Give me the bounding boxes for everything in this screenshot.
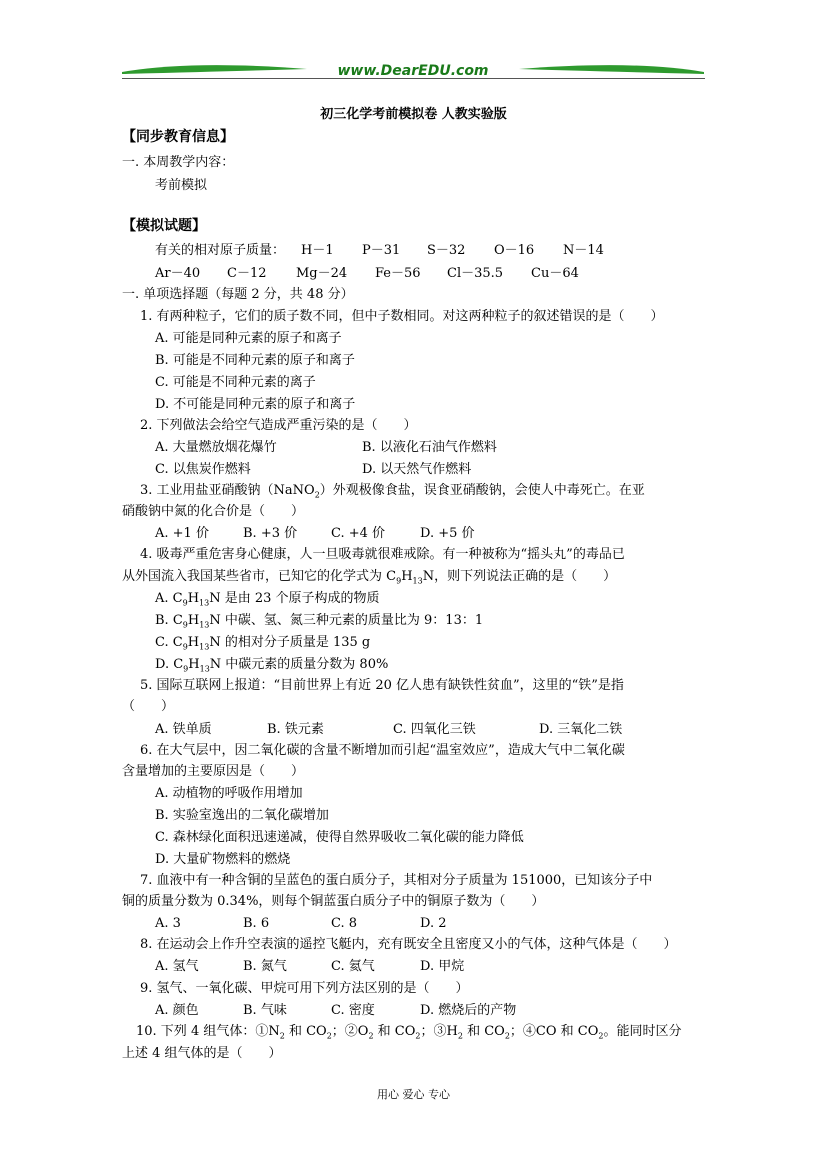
atomic-mass-item: O－16 <box>494 243 535 258</box>
question-7-stem: 7. 血液中有一种含铜的呈蓝色的蛋白质分子，其相对分子质量为 151000，已知该分子中 <box>140 873 653 888</box>
atomic-mass-item: H－1 <box>301 243 334 258</box>
atomic-mass-item: C－12 <box>227 266 267 281</box>
question-9-option-a: A. 颜色 <box>155 1003 199 1018</box>
section-item-text: 考前模拟 <box>155 178 208 193</box>
option-text: N 中碳、氢、氮三种元素的质量比为 9：13：1 <box>209 613 484 628</box>
question-2-stem: 2. 下列做法会给空气造成严重污染的是（ ） <box>140 418 417 433</box>
question-10-stem-part: ；④CO 和 CO <box>509 1024 599 1039</box>
question-10-stem-part: 和 CO <box>284 1024 327 1039</box>
question-6-option-c: C. 森林绿化面积迅速递减，使得自然界吸收二氧化碳的能力降低 <box>155 830 524 845</box>
subscript: 2 <box>598 1031 604 1041</box>
atomic-mass-item: Mg－24 <box>296 266 348 281</box>
subscript: 9 <box>182 620 188 630</box>
question-10-stem-part: 10. 下列 4 组气体：①N <box>136 1024 280 1039</box>
atomic-mass-item: S－32 <box>427 243 466 258</box>
question-2-option-d: D. 以天然气作燃料 <box>362 462 472 477</box>
subscript: 13 <box>412 576 423 586</box>
question-6-option-d: D. 大量矿物燃料的燃烧 <box>155 852 291 867</box>
atomic-mass-item: N－14 <box>563 243 604 258</box>
question-3-option-b: B. +3 价 <box>243 526 298 541</box>
question-7-option-c: C. 8 <box>331 916 358 931</box>
option-prefix: B. C <box>155 613 183 628</box>
subscript: 13 <box>199 620 210 630</box>
section-heading-info: 【同步教育信息】 <box>122 129 234 145</box>
header-rule <box>122 78 705 79</box>
question-6-stem: 6. 在大气层中，因二氧化碳的含量不断增加而引起“温室效应”，造成大气中二氧化碳 <box>140 743 625 758</box>
element-symbol: H <box>187 613 200 628</box>
subscript: 13 <box>199 664 210 674</box>
question-7-option-b: B. 6 <box>243 916 270 931</box>
element-symbol: H <box>187 591 200 606</box>
subscript: 2 <box>415 1031 421 1041</box>
question-3-stem-part: 3. 工业用盐亚硝酸钠（NaNO <box>140 483 315 498</box>
subscript: 2 <box>326 1031 332 1041</box>
site-logo-text: www.DearEDU.com <box>337 63 489 79</box>
atomic-mass-row2 <box>155 266 579 282</box>
question-5-stem-line2: （ ） <box>122 699 175 714</box>
question-6-option-b: B. 实验室逸出的二氧化碳增加 <box>155 808 329 823</box>
question-5-option-b: B. 铁元素 <box>267 722 324 737</box>
atomic-mass-label: 有关的相对原子质量： <box>155 243 286 258</box>
question-5-stem: 5. 国际互联网上报道：“目前世界上有近 20 亿人患有缺铁性贫血”，这里的“铁”是指 <box>140 678 624 693</box>
question-1-option-a: A. 可能是同种元素的原子和离子 <box>155 331 342 346</box>
question-4-option-c <box>155 635 370 651</box>
question-1-option-d: D. 不可能是同种元素的原子和离子 <box>155 397 356 412</box>
section-item-content: 一. 本周教学内容： <box>122 155 235 170</box>
question-4-stem-line2 <box>122 569 616 585</box>
question-4-option-a <box>155 591 380 607</box>
option-prefix: C. C <box>155 635 183 650</box>
subscript: 9 <box>182 598 188 608</box>
atomic-mass-item: Fe－56 <box>375 266 421 281</box>
question-10-stem-part: 和 CO <box>373 1024 416 1039</box>
subscript: 2 <box>368 1031 374 1041</box>
subscript: 2 <box>504 1031 510 1041</box>
option-prefix: A. C <box>155 591 183 606</box>
question-2-option-b: B. 以液化石油气作燃料 <box>362 440 497 455</box>
question-3-stem <box>140 483 645 499</box>
question-6-stem-line2: 含量增加的主要原因是（ ） <box>122 764 305 779</box>
subscript: 2 <box>279 1031 285 1041</box>
atomic-mass-item: Cu－64 <box>531 266 579 281</box>
question-9-option-b: B. 气味 <box>243 1003 287 1018</box>
subscript: 9 <box>183 664 189 674</box>
part-heading: 一. 单项选择题（每题 2 分，共 48 分） <box>122 287 354 302</box>
atomic-mass-row1 <box>155 243 604 259</box>
option-text: N 是由 23 个原子构成的物质 <box>209 591 380 606</box>
question-1-stem: 1. 有两种粒子，它们的质子数不同，但中子数相同。对这两种粒子的叙述错误的是（ ） <box>140 309 664 324</box>
question-3-stem-line2: 硝酸钠中氮的化合价是（ ） <box>122 504 305 519</box>
question-10-stem <box>136 1024 682 1040</box>
page-footer: 用心 爱心 专心 <box>377 1088 450 1101</box>
subscript: 2 <box>457 1031 463 1041</box>
question-2-option-c: C. 以焦炭作燃料 <box>155 462 251 477</box>
element-symbol: H <box>187 635 200 650</box>
question-1-option-b: B. 可能是不同种元素的原子和离子 <box>155 353 355 368</box>
question-10-stem-part: ；②O <box>331 1024 369 1039</box>
question-6-option-a: A. 动植物的呼吸作用增加 <box>155 786 303 801</box>
atomic-mass-item: Cl－35.5 <box>447 266 504 281</box>
subscript: 2 <box>314 490 320 500</box>
question-8-option-c: C. 氦气 <box>331 959 375 974</box>
atomic-mass-item: P－31 <box>362 243 401 258</box>
question-7-option-d: D. 2 <box>420 916 447 931</box>
question-5-option-c: C. 四氧化三铁 <box>393 722 476 737</box>
question-3-option-d: D. +5 价 <box>420 526 475 541</box>
question-8-stem: 8. 在运动会上作升空表演的遥控飞艇内，充有既安全且密度又小的气体，这种气体是（ ） <box>140 937 677 952</box>
question-3-option-c: C. +4 价 <box>331 526 386 541</box>
subscript: 9 <box>182 642 188 652</box>
section-heading-test: 【模拟试题】 <box>122 218 206 234</box>
subscript: 13 <box>199 598 210 608</box>
question-4-stem-part: 从外国流入我国某些省市，已知它的化学式为 C <box>122 569 397 584</box>
question-8-option-a: A. 氢气 <box>155 959 199 974</box>
question-9-option-c: C. 密度 <box>331 1003 375 1018</box>
subscript: 9 <box>396 576 402 586</box>
question-9-stem: 9. 氢气、一氧化碳、甲烷可用下列方法区别的是（ ） <box>140 981 469 996</box>
question-9-option-d: D. 燃烧后的产物 <box>420 1003 517 1018</box>
question-4-option-d <box>155 657 388 673</box>
option-text: N 的相对分子质量是 135 g <box>209 635 371 650</box>
question-7-option-a: A. 3 <box>155 916 181 931</box>
option-prefix: D. C <box>155 657 184 672</box>
question-10-stem-part: 和 CO <box>462 1024 505 1039</box>
subscript: 13 <box>199 642 210 652</box>
element-symbol: H <box>188 657 200 672</box>
option-text: N 中碳元素的质量分数为 80% <box>209 657 389 672</box>
question-1-option-c: C. 可能是不同种元素的离子 <box>155 375 316 390</box>
question-10-stem-line2: 上述 4 组气体的是（ ） <box>122 1046 282 1061</box>
question-3-stem-part: ）外观极像食盐，误食亚硝酸钠，会使人中毒死亡。在亚 <box>319 483 645 498</box>
question-8-option-d: D. 甲烷 <box>420 959 465 974</box>
question-10-stem-part: ；③H <box>420 1024 458 1039</box>
question-3-option-a: A. +1 价 <box>155 526 209 541</box>
question-10-stem-part: 。能同时区分 <box>603 1024 682 1039</box>
question-5-option-d: D. 三氧化二铁 <box>539 722 623 737</box>
question-7-stem-line2: 铜的质量分数为 0.34%，则每个铜蓝蛋白质分子中的铜原子数为（ ） <box>122 894 545 909</box>
question-8-option-b: B. 氮气 <box>243 959 287 974</box>
question-4-option-b <box>155 613 483 629</box>
question-4-stem-part: H <box>401 569 413 584</box>
page-title: 初三化学考前模拟卷 人教实验版 <box>320 107 507 122</box>
question-4-stem-part: N，则下列说法正确的是（ ） <box>422 569 617 584</box>
question-4-stem: 4. 吸毒严重危害身心健康，人一旦吸毒就很难戒除。有一种被称为“摇头丸”的毒品已 <box>140 547 625 562</box>
question-2-option-a: A. 大量燃放烟花爆竹 <box>155 440 277 455</box>
question-5-option-a: A. 铁单质 <box>155 722 212 737</box>
atomic-mass-item: Ar－40 <box>155 266 201 281</box>
